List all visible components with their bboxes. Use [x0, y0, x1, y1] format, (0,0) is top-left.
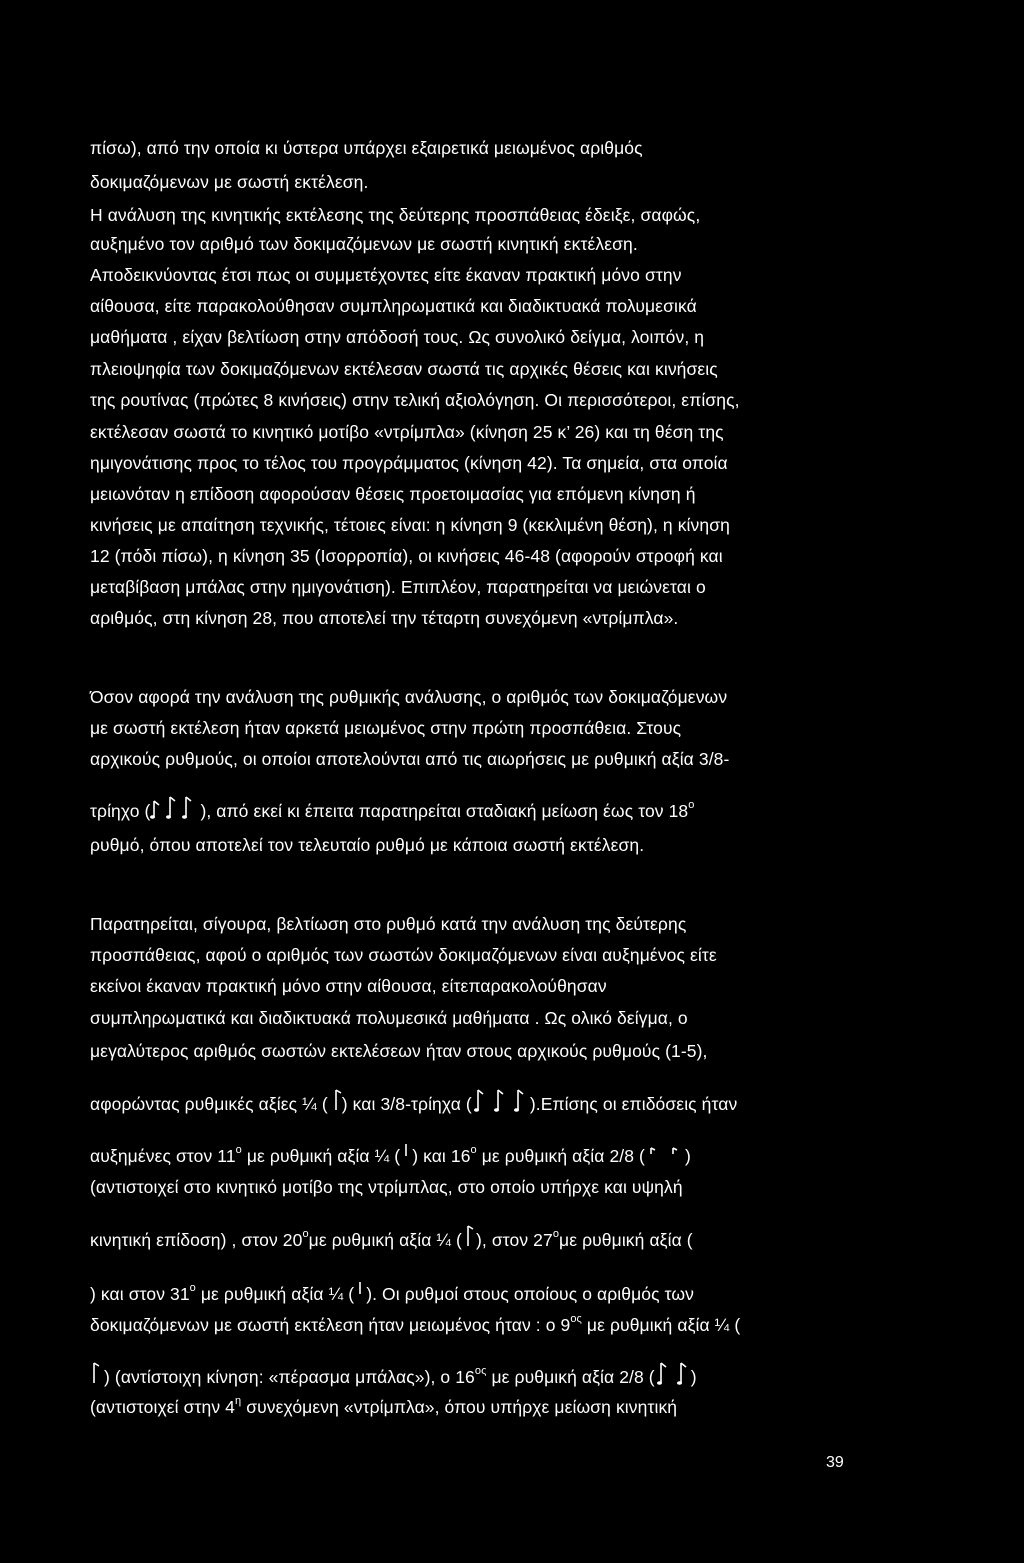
text-run: )	[685, 1146, 691, 1166]
text-run: με ρυθμική αξία (	[559, 1230, 693, 1250]
text-run: ), στον 27	[475, 1230, 553, 1250]
text-line	[90, 1283, 874, 1306]
text-run: με ρυθμική αξία ¼ (	[241, 1146, 401, 1166]
text-line: εκτέλεσαν σωστά το κινητικό μοτίβο «ντρίμπλα» (κίνηση 25 κ’ 26) και τη θέση της	[90, 422, 724, 442]
text-line	[90, 1229, 874, 1252]
text-line	[90, 800, 874, 823]
text-line: κινήσεις με απαίτηση τεχνικής, τέτοιες είναι: η κίνηση 9 (κεκλιμένη θέση), η κίνηση	[90, 515, 730, 535]
quarter-note-icon	[328, 1094, 342, 1116]
text-run: ) και στον 31	[90, 1284, 190, 1304]
quarter-note-icon	[400, 1146, 412, 1168]
text-run: συνεχόμενη «ντρίμπλα», όπου υπήρχε μείωση κινητική	[241, 1397, 678, 1417]
text-run: αφορώντας ρυθμικές αξίες ¼ (	[90, 1094, 328, 1114]
superscript: o	[189, 1282, 196, 1295]
text-line: προσπάθειας, αφού ο αριθμός των σωστών δοκιμαζόμενων είναι αυξημένος είτε	[90, 945, 717, 965]
text-run: ) (αντίστοιχη κίνηση: «πέρασμα μπάλας»), ο 16	[104, 1367, 475, 1387]
text-run: ) και 16	[412, 1146, 471, 1166]
text-run: )	[690, 1367, 697, 1387]
superscript: o	[688, 799, 695, 812]
quarter-note-icon	[462, 1230, 476, 1252]
text-run: ). Οι ρυθμοί στους οποίους ο αριθμός των	[366, 1284, 694, 1304]
text-line: αριθμός, στη κίνηση 28, που αποτελεί την τέταρτη συνεχόμενη «ντρίμπλα».	[90, 608, 679, 628]
quarter-note-icon	[354, 1284, 366, 1306]
quarter-note-icon	[90, 1367, 104, 1389]
text-line	[90, 1314, 874, 1336]
superscript: o	[302, 1228, 309, 1241]
text-run: τρίηχο (	[90, 801, 151, 821]
eighth-notes-icon	[655, 1367, 691, 1389]
text-run: αυξημένες στον 11	[90, 1146, 236, 1166]
text-line: αίθουσα, είτε παρακολούθησαν συμπληρωματικά και διαδικτυακά πολυμεσικά	[90, 296, 697, 316]
superscript: η	[235, 1395, 242, 1408]
superscript: o	[552, 1228, 560, 1241]
text-run: δοκιμαζόμενων με σωστή εκτέλεση ήταν μειωμένος ήταν : ο 9	[90, 1315, 571, 1335]
text-run: ) και 3/8-τρίηχα (	[341, 1094, 472, 1114]
text-run: ), από εκεί κι έπειτα παρατηρείται σταδιακή μείωση έως τον 18	[200, 801, 689, 821]
text-line: δοκιμαζόμενων με σωστή εκτέλεση.	[90, 172, 369, 192]
text-line: μειωνόταν η επίδοση αφορούσαν θέσεις προετοιμασίας για επόμενη κίνηση ή	[90, 484, 696, 504]
text-line	[90, 1366, 874, 1389]
page-number: 39	[826, 1454, 844, 1471]
text-line: εκείνοι έκαναν πρακτική μόνο στην αίθουσα, είτεπαρακολούθησαν	[90, 976, 607, 996]
text-line	[90, 1145, 874, 1168]
text-line	[90, 1093, 874, 1116]
text-run: με ρυθμική αξία ¼ (	[195, 1284, 355, 1304]
triplet-eighth-notes-icon	[150, 801, 200, 823]
text-line: μεγαλύτερος αριθμός σωστών εκτελέσεων ήταν στους αρχικούς ρυθμούς (1-5),	[90, 1041, 708, 1061]
text-line: (αντιστοιχεί στο κινητικό μοτίβο της ντρίμπλας, στο οποίο υπήρχε και υψηλή	[90, 1177, 683, 1197]
text-run: με ρυθμική αξία 2/8 (	[476, 1146, 645, 1166]
text-line: αρχικούς ρυθμούς, οι οποίοι αποτελούνται από τις αιωρήσεις με ρυθμική αξία 3/8-	[90, 749, 730, 769]
superscript: o	[235, 1144, 242, 1157]
triplet-eighth-notes-icon	[472, 1094, 530, 1116]
text-line: μεταβίβαση μπάλας στην ημιγονάτιση). Επιπλέον, παρατηρείται να μειώνεται ο	[90, 577, 706, 597]
text-line: της ρουτίνας (πρώτες 8 κινήσεις) στην τελική αξιολόγηση. Οι περισσότεροι, επίσης,	[90, 390, 740, 410]
text-line: ρυθμό, όπου αποτελεί τον τελευταίο ρυθμό με κάποια σωστή εκτέλεση.	[90, 835, 645, 855]
text-line: αυξημένο τον αριθμό των δοκιμαζόμενων με σωστή κινητική εκτέλεση.	[90, 234, 638, 254]
text-run: με ρυθμική αξία 2/8 (	[486, 1367, 655, 1387]
text-line: πλειοψηφία των δοκιμαζόμενων εκτέλεσαν σωστά τις αρχικές θέσεις και κινήσεις	[90, 359, 718, 379]
superscript: ος	[474, 1365, 487, 1378]
text-line: 12 (πόδι πίσω), η κίνηση 35 (Ισορροπία), οι κινήσεις 46-48 (αφορούν στροφή και	[90, 546, 723, 566]
text-run: κινητική επίδοση) , στον 20	[90, 1230, 303, 1250]
text-line: Όσον αφορά την ανάλυση της ρυθμικής ανάλυσης, ο αριθμός των δοκιμαζόμενων	[90, 687, 728, 707]
text-line: πίσω), από την οποία κι ύστερα υπάρχει εξαιρετικά μειωμένος αριθμός	[90, 138, 643, 158]
superscript: o	[470, 1144, 477, 1157]
text-line: μαθήματα , είχαν βελτίωση στην απόδοσή τους. Ως συνολικό δείγμα, λοιπόν, η	[90, 327, 705, 347]
text-line: ημιγονάτισης προς το τέλος του προγράμματος (κίνηση 42). Τα σημεία, στα οποία	[90, 453, 728, 473]
text-run: (αντιστοιχεί στην 4	[90, 1397, 236, 1417]
text-line: Η ανάλυση της κινητικής εκτέλεσης της δεύτερης προσπάθειας έδειξε, σαφώς,	[90, 205, 701, 225]
text-line: συμπληρωματικά και διαδικτυακά πολυμεσικά μαθήματα . Ως ολικό δείγμα, ο	[90, 1008, 688, 1028]
text-run: με ρυθμική αξία ¼ (	[581, 1315, 741, 1335]
text-line: Παρατηρείται, σίγουρα, βελτίωση στο ρυθμό κατά την ανάλυση της δεύτερης	[90, 914, 687, 934]
text-line: Αποδεικνύοντας έτσι πως οι συμμετέχοντες είτε έκαναν πρακτική μόνο στην	[90, 265, 682, 285]
text-line	[90, 1396, 874, 1418]
text-run: ).Επίσης οι επιδόσεις ήταν	[529, 1094, 738, 1114]
text-line: με σωστή εκτέλεση ήταν αρκετά μειωμένος στην πρώτη προσπάθεια. Στους	[90, 718, 682, 738]
eighth-notes-icon	[645, 1146, 685, 1168]
text-run: με ρυθμική αξία ¼ (	[308, 1230, 462, 1250]
superscript: ος	[570, 1313, 582, 1326]
